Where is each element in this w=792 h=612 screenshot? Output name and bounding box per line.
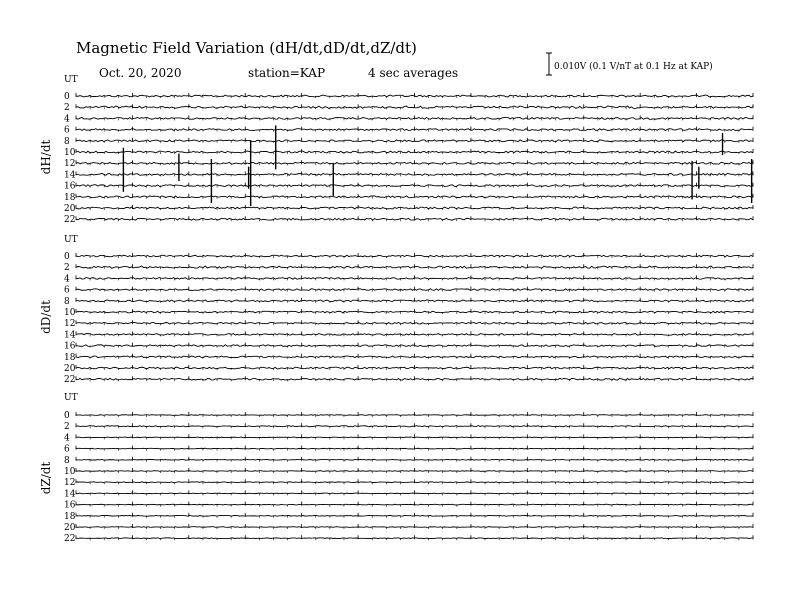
row-tick-label: 12: [64, 159, 76, 170]
row-tick-label: 6: [64, 285, 70, 296]
row-tick-label: 10: [64, 148, 76, 158]
dd-dt-panel: [39, 235, 753, 385]
row-tick-label: 8: [64, 296, 70, 307]
ut-label: UT: [64, 75, 78, 85]
trace-line: [76, 504, 753, 505]
row-tick-label: 18: [64, 192, 76, 203]
row-tick-label: 8: [64, 136, 70, 147]
row-tick-label: 10: [64, 467, 76, 477]
row-tick-label: 2: [64, 103, 70, 114]
row-tick-label: 4: [64, 114, 70, 125]
dh-dt-panel: [39, 75, 753, 225]
row-tick-label: 22: [64, 375, 76, 386]
scale-bar-label: 0.010V (0.1 V/nT at 0.1 Hz at KAP): [554, 62, 713, 72]
row-tick-label: 6: [64, 125, 70, 136]
date-label: Oct. 20, 2020: [99, 66, 182, 80]
row-tick-label: 20: [64, 523, 76, 533]
row-tick-label: 16: [64, 181, 76, 192]
dz-dt-axis-label: dZ/dt: [39, 461, 53, 495]
trace-line: [76, 515, 753, 516]
row-tick-label: 20: [64, 204, 76, 214]
row-tick-label: 0: [64, 92, 70, 102]
row-tick-label: 18: [64, 511, 76, 522]
row-tick-label: 2: [64, 263, 70, 274]
trace-line: [76, 471, 753, 472]
row-tick-label: 6: [64, 444, 70, 455]
ut-label: UT: [64, 235, 78, 245]
row-tick-label: 12: [64, 478, 76, 489]
row-tick-label: 14: [64, 330, 76, 341]
trace-line: [76, 437, 753, 438]
row-tick-label: 18: [64, 352, 76, 363]
ut-label: UT: [64, 393, 78, 403]
averaging-label: 4 sec averages: [368, 66, 459, 80]
dh-dt-axis-label: dH/dt: [39, 139, 53, 175]
chart-title: Magnetic Field Variation (dH/dt,dD/dt,dZ/dt): [76, 39, 417, 57]
row-tick-label: 14: [64, 170, 76, 181]
row-tick-label: 0: [64, 252, 70, 262]
row-tick-label: 0: [64, 411, 70, 421]
station-label: station=KAP: [248, 66, 326, 80]
trace-line: [76, 527, 753, 528]
row-tick-label: 4: [64, 274, 70, 285]
row-tick-label: 22: [64, 534, 76, 545]
row-tick-label: 22: [64, 215, 76, 226]
row-tick-label: 16: [64, 341, 76, 352]
row-tick-label: 20: [64, 364, 76, 374]
row-tick-label: 12: [64, 319, 76, 330]
row-tick-label: 4: [64, 433, 70, 444]
row-tick-label: 16: [64, 500, 76, 511]
dd-dt-axis-label: dD/dt: [39, 300, 53, 334]
row-tick-label: 8: [64, 455, 70, 466]
trace-line: [76, 482, 753, 483]
row-tick-label: 14: [64, 489, 76, 500]
scale-bar: [546, 53, 713, 75]
dz-dt-panel: [39, 393, 753, 544]
row-tick-label: 10: [64, 308, 76, 318]
row-tick-label: 2: [64, 422, 70, 433]
